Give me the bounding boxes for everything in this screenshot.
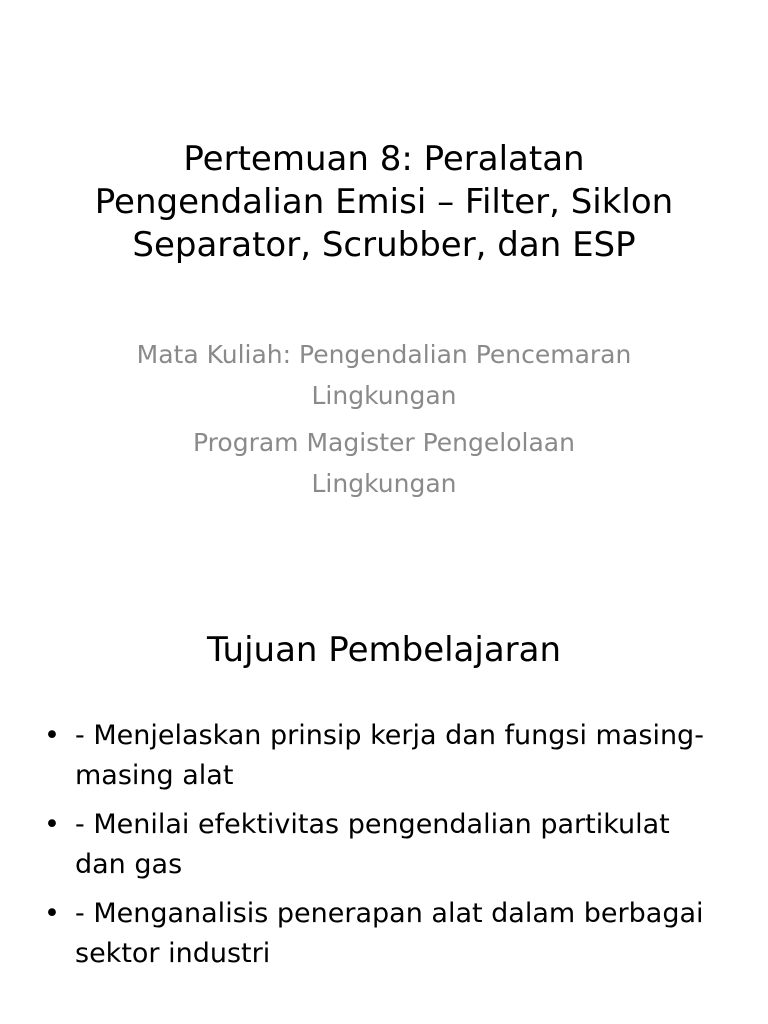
list-item (38, 716, 728, 796)
list-item-text: - Menganalisis penerapan alat dalam berbagai sektor industri (75, 898, 704, 969)
list-item (38, 894, 728, 974)
list-item-text: - Menilai efektivitas pengendalian partikulat dan gas (75, 809, 670, 880)
objectives-slide (0, 576, 768, 1024)
slide-subtitle (128, 334, 640, 510)
objectives-title: Tujuan Pembelajaran (206, 630, 562, 670)
bullet-icon: • (44, 720, 60, 751)
bullet-icon: • (44, 898, 60, 929)
list-item-text: - Menjelaskan prinsip kerja dan fungsi masing-masing alat (75, 720, 704, 791)
objectives-list (38, 716, 728, 983)
subtitle-course: Mata Kuliah: Pengendalian Pencemaran Lingkungan (136, 340, 632, 410)
bullet-icon: • (44, 809, 60, 840)
list-item (38, 805, 728, 885)
slide-title: Pertemuan 8: Peralatan Pengendalian Emisi – Filter, Siklon Separator, Scrubber, dan ESP (94, 139, 674, 265)
subtitle-program: Program Magister Pengelolaan Lingkungan (193, 428, 575, 498)
